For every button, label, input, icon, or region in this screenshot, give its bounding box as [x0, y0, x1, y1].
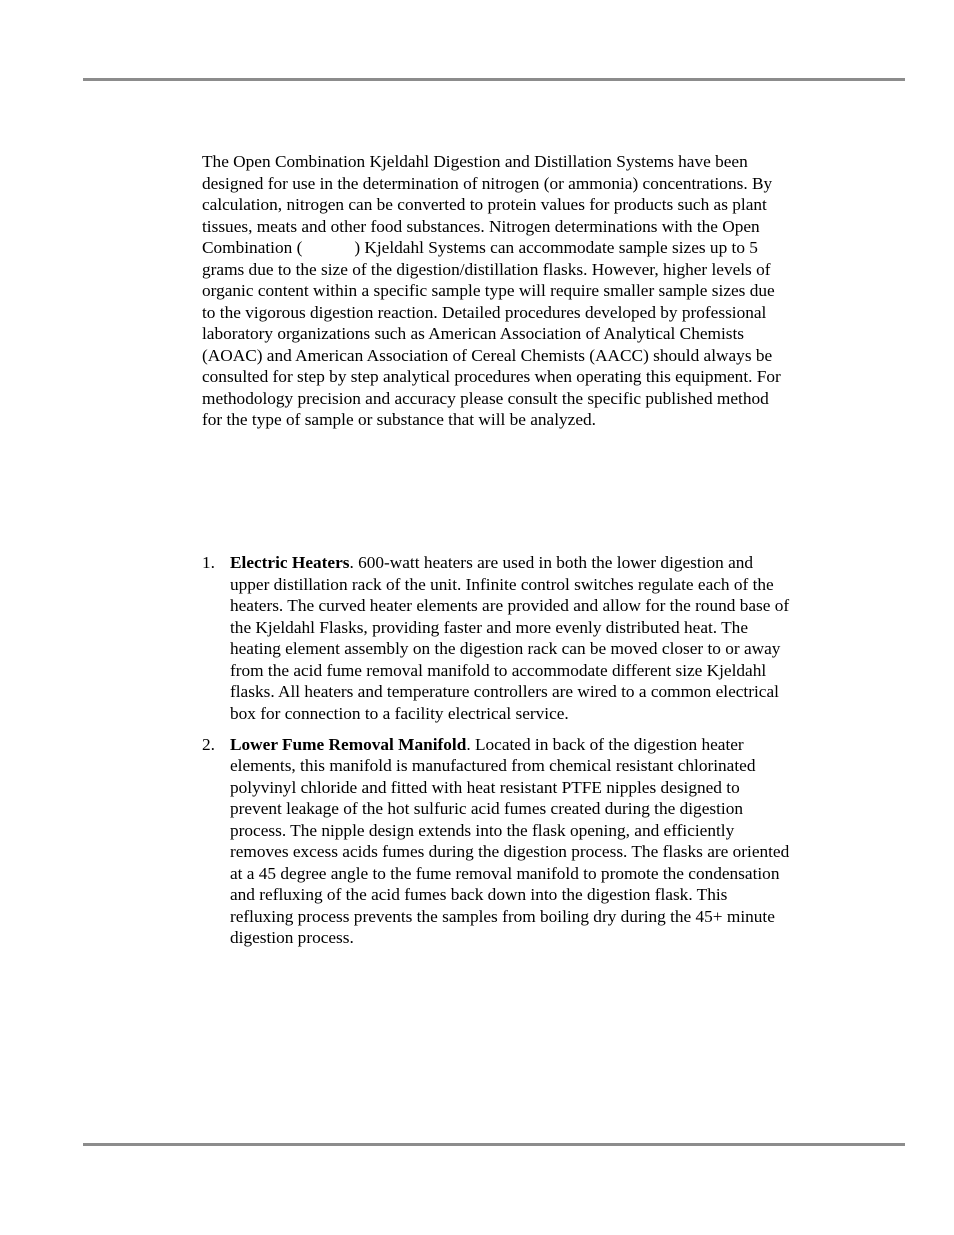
list-item	[202, 552, 792, 724]
list-item-text: . 600-watt heaters are used in both the lower digestion and upper distillation rack of the unit. Infinite control switches regulate each of the heaters. The curved heater elements are provided and allow for the round base of the Kjeldahl Flasks, providing faster and more evenly distributed heat. The heating element assembly on the digestion rack can be moved closer to or away from the acid fume removal manifold to accommodate different size Kjeldahl flasks. All heaters and temperature controllers are wired to a common electrical box for connection to a facility electrical service.	[230, 553, 790, 723]
list-item-title: Lower Fume Removal Manifold	[230, 734, 467, 754]
intro-text-after: ) Kjeldahl Systems can accommodate sample sizes up to 5 grams due to the size of the digestion/distillation flasks. However, higher levels of organic content within a specific sample type will require smaller sample sizes due to the vigorous digestion reaction. Detailed procedures developed by professional laboratory organizations such as American Association of Analytical Chemists (AOAC) and American Association of Cereal Chemists (AACC) should always be consulted for step by step analytical procedures when operating this equipment. For methodology precision and accuracy please consult the specific published method for the type of sample or substance that will be analyzed.	[202, 238, 781, 429]
list-item-text: . Located in back of the digestion heater elements, this manifold is manufactured from chemical resistant chlorinated polyvinyl chloride and fitted with heat resistant PTFE nipples designed to prevent leakage of the hot sulfuric acid fumes created during the digestion process. The nipple design extends into the flask opening, and efficiently removes excess acids fumes during the digestion process. The flasks are oriented at a 45 degree angle to the fume removal manifold to promote the condensation and refluxing of the acid fumes back down into the digestion flask. This refluxing process prevents the samples from boiling dry during the 45+ minute digestion process.	[230, 734, 790, 947]
intro-text-before: The Open Combination Kjeldahl Digestion and Distillation Systems have been designed for use in the determination of nitrogen (or ammonia) concentrations. By calculation, nitrogen can be converted to protein values for products such as plant tissues, meats and other food substances. Nitrogen determinations with the Open Combination (	[202, 152, 773, 257]
list-item-number: 2.	[202, 734, 215, 754]
footer-rule	[83, 1143, 905, 1146]
header-rule	[83, 78, 905, 81]
list-item-number: 1.	[202, 553, 215, 572]
list-item-title: Electric Heaters	[230, 553, 350, 572]
features-list	[202, 552, 792, 958]
list-item	[202, 734, 792, 949]
intro-paragraph	[202, 151, 792, 431]
